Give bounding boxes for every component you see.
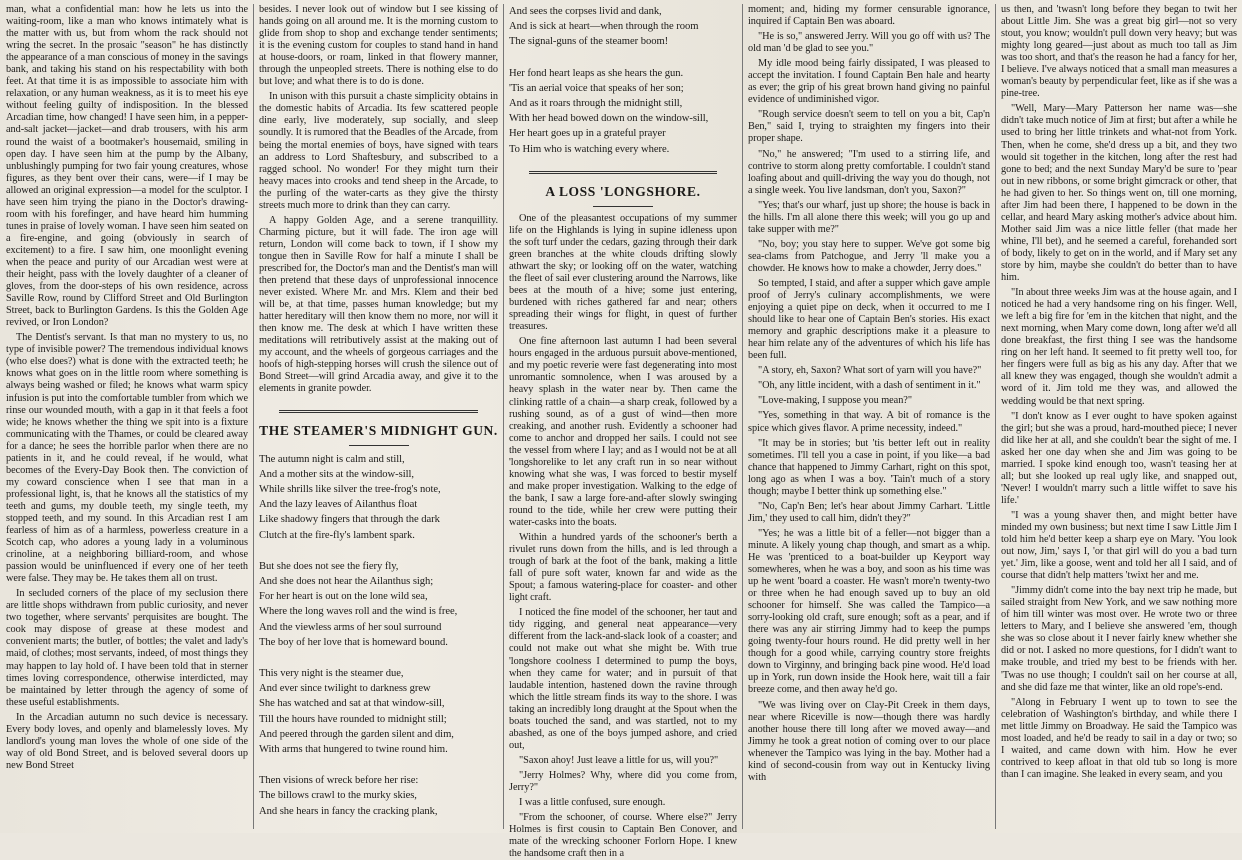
paragraph: "We was living over on Clay-Pit Creek in them days, near where Riceville is now—though there was hardly another house there till long after we moved away—and Jimmy he took a great notion of coming over to our place whenever the Tampico was lying in the bay. Mother had a kind of second-cousin from way out in Kentucky living with	[748, 699, 990, 783]
poem-line: While shrills like silver the tree-frog's note,	[259, 483, 441, 495]
paragraph: One fine afternoon last autumn I had been several hours engaged in the arduous pursuit above-mentioned, and my poetic reverie were fast degenerating into most unromantic somnolence, when I was aroused by a heavy splash in the water near by. Then came the clinking rattle of a chain—a sharp creak, followed by a rushing sound, as of a gust of wind—then more creaking, and another rush. Evidently a schooner had come to anchor and dropped her sails. I could not see the vessel from where I lay; and as I would not be at all 'longshorelike to let any craft run in so near without knowing what she was, I was forced to bestir myself and make proper investigation. Walking to the edge of the bank, I saw a large fore-and-after slowly swinging round to the tide, while her crew were putting their water-casks into the boats.	[509, 336, 737, 528]
poem-body	[259, 452, 498, 819]
paragraph: "No," he answered; "I'm used to a stirring life, and contrive to storm along pretty comfortable. I couldn't stand loafing about and quill-driving the way you do though, not a single week. You live landsman, don't you, Saxon?"	[748, 148, 990, 196]
paragraph: us then, and 'twasn't long before they began to twit her about Little Jim. She was a great big girl—not so very stout, you know; wouldn't pull down very heavy; but was mighty long geared—just about as much too tall as Jim was too short, and that's the reason he had a fancy for her, I believe. I've always noticed that a small man measures a woman's beauty by perpendicular feet, like as if she was a pine-tree.	[1001, 4, 1237, 100]
title-rule	[593, 206, 653, 207]
paragraph: "Yes, something in that way. A bit of romance is the spice which gives flavor. A prime necessity, indeed."	[748, 410, 990, 434]
paragraph: In secluded corners of the place of my seclusion there are little shops withdrawn from public curiosity, and never two together, where servants' perquisites are bought. The cook may dispose of grease at these modest and convenient marts; the butler, of bottles; the valet and lady's maid, of clothes; most servants, indeed, of most things they may happen to lay hold of. I have been told that in sterner times loving correspondence, otherwise interdicted, may be maintained by letter through the agency of some of these useful establishments.	[6, 588, 248, 708]
paragraph: So tempted, I staid, and after a supper which gave ample proof of Jerry's culinary accomplishments, we were enjoying a quiet pipe on deck, when it occurred to me I should like to hear one of Captain Ben's stories. His exact memory and graphic descriptions make it a pleasure to hear him relate any of the adventures of which his life has been full.	[748, 277, 990, 362]
paragraph: A happy Golden Age, and a serene tranquillity. Charming picture, but it will fade. The iron age will return, London will come back to town, if I show my tongue then in Saville Row for half a minute I shall be prescribed for, the Doctor's man and the Dentist's man will then pretend that these days of unprofessional innocence never existed. Where Mr. and Mrs. Klem and their bed will be, at that time, passes human knowledge; but my hatter hereditary will then know them no more, nor will it then know me. The desk at which I have written these meditations will retributively assist at the making out of my account, and the wheels of gorgeous carriages and the hoofs of high-stepping horses will crush the silence out of Bond Street—will grind Arcadia away, and give it to the elements in granite powder.	[259, 214, 498, 395]
poem-line: And is sick at heart—when through the room	[509, 21, 699, 33]
stanza	[259, 452, 498, 543]
paragraph: I was a little confused, sure enough.	[519, 797, 666, 809]
paragraph: "No, boy; you stay here to supper. We've got some big sea-clams from Patchogue, and Jerry 'll make you a chowder. He knows how to make a chowder, Jerry does."	[748, 238, 990, 274]
poem-line: And a mother sits at the window-sill,	[259, 468, 414, 480]
column-rule	[742, 4, 743, 829]
section-divider	[279, 410, 478, 413]
poem-line: With her head bowed down on the window-sill,	[509, 113, 709, 125]
paragraph: One of the pleasantest occupations of my summer life on the Highlands is lying in supine idleness upon the soft turf under the cedars, gazing through their dark green branches at the white clouds drifting slowly athwart the sky; or looking off on the water, watching the fleet of sail ever clustering around the Narrows, like bees at the mouth of a hive; some just entering, burdened with riches gathered far and near; others spreading their wings for flight, in quest of further treasures.	[509, 212, 737, 333]
paragraph: "Along in February I went up to town to see the celebration of Washington's birthday, and while there I met little Jimmy on Broadway. He said the Tampico was most loaded, and he'd be ready to sail in a day or two; so I waited, and came down with him. How he ever contrived to keep afloat in that old tub so long is more than I can imagine. She leaked in every seam, and you	[1001, 696, 1237, 780]
paragraph: "Oh, any little incident, with a dash of sentiment in it."	[758, 380, 981, 392]
poem-line: Like shadowy fingers that through the dark	[259, 514, 440, 526]
poem-continuation	[509, 4, 737, 157]
paragraph: besides. I never look out of window but I see kissing of hands going on all around me. It is the morning custom to glide from shop to shop and exchange tender sentiments; it is the evening custom for couples to stand hand in hand at house-doors, or roam, linked in that flowery manner, through the unpeopled streets. There is nothing else to do but love; and what there is to do is done.	[259, 4, 498, 88]
paragraph: "I don't know as I ever ought to have spoken against the girl; but she was a proud, hard-mouthed piece; I never did like her at all, and she couldn't bear the sight of me. I asked her one day when she and Jim was going to be married. I spoke kind enough too, wasn't teasing her at all; but she looked up real ugly like, and snapped out, 'Never! I wouldn't marry such a little wiffet to save his life.'	[1001, 410, 1237, 506]
poem-line: The billows crawl to the murky skies,	[259, 790, 417, 802]
paragraph: man, what a confidential man: how he lets us into the waiting-room, like a man who knows intimately what is the matter with us, but from whom the rack should not wring the secret. In the prosaic "season" he has distinctly the appearance of a man conscious of money in the savings bank, and taking his stand on his respectability with both feet. At that time it is as impossible to associate him with relaxation, or any human weakness, as it is to meet his eye without feeling guilty of indisposition. In the blessed Arcadian time, how changed! I have seen him, in a pepper-and-salt jacket—jacket—and drab trousers, with his arm round the waist of a bootmaker's housemaid, smiling in open day. I have seen him at the pump by the Albany, unblushingly pumping for two fair young creatures, whose figures, as they bent over their cans, were—if I may be allowed an original expression—a model for the sculptor. I have seen him trying the piano in the Doctor's drawing-room with his forefinger, and have heard him humming tunes in praise of lovely woman. I have seen him seated on a fire-engine, and going (obviously in search of excitement) to a fire. I saw him, one moonlight evening when the peace and purity of our Arcadian west were at their height, pass with the lovely daughter of a cleaner of gloves, from the door-steps of his own residence, across Saville Row, round by Clifford Street and Old Burlington Street, back to Burlington Gardens. Is this the Golden Age revived, or Iron London?	[6, 4, 248, 329]
poem-line: And she does not hear the Ailanthus sigh;	[259, 575, 434, 587]
column-4	[748, 4, 990, 831]
poem-line: And she hears in fancy the cracking plank,	[259, 805, 438, 817]
paragraph: "Saxon ahoy! Just leave a little for us, will you?"	[519, 754, 719, 766]
poem-line: Till the hours have rounded to midnight still;	[259, 713, 447, 725]
column-rule	[995, 4, 996, 829]
paragraph: moment; and, hiding my former censurable ignorance, inquired if Captain Ben was aboard.	[748, 4, 990, 28]
poem-line: With arms that hungered to twine round him.	[259, 743, 448, 755]
paragraph: "It may be in stories; but 'tis better left out in reality sometimes. I'll tell you a case in point, if you like—a bad chance that happened to Jimmy Carhart, right on this spot, long ago as when I was a boy. 'Tain't much of a story though; maybe I better think up something else."	[748, 437, 990, 497]
paragraph: "I was a young shaver then, and might better have minded my own business; but next time I saw Little Jim I told him he'd better keep a sharp eye on Mary. 'You look out now, Jim,' says I, 'or that girl will do you a bad turn yet.' Jim, like a goose, went and told her all I said, and of course that didn't help matters 'twixt her and me.	[1001, 509, 1237, 582]
poem-line: The autumn night is calm and still,	[259, 453, 405, 465]
column-rule	[253, 4, 254, 829]
paragraph: The Dentist's servant. Is that man no mystery to us, no type of invisible power? The tremendous individual knows (who else does?) what is done with the extracted teeth; he knows what goes on in the little room where something is always being washed or filed; he knows what warm spicy infusion is put into the comfortable tumbler from which we rinse our wounded mouth, with a gap in it that feels a foot wide; he knows whether the thing we spit into is a fixture communicating with the Thames, or could be cleared away for a dance; he sees the horrible parlor when there are no patients in it, and he could reveal, if he would, what becomes of the Every-Day Book then. The conviction of my coward conscience when I see that man in a professional light, is, that he knows all the statistics of my teeth and gums, my double teeth, my single teeth, my stopped teeth, and my sound. In this Arcadian rest I am fearless of him as of a harmless, powerless creature in a Scotch cap, who adores a young lady in a voluminous crinoline, at a neighboring billiard-room, and whose passion would be uninfluenced if every one of her teeth were false. They may be. He takes them all on trust.	[6, 332, 248, 585]
column-1	[6, 4, 248, 831]
poem-line: And as it roars through the midnight still,	[509, 98, 683, 110]
paragraph: "Well, Mary—Mary Patterson her name was—she didn't take much notice of Jim at first; but after a while he used to bring her little trinkets and what-not from York. Then, when he come, she'd dress up a bit, and they two would sit together in the kitchen, long after the rest had gone to bed; and the next Sunday Mary'd be sure to 'pear out in new ribbons, or some bright gimcrack or other, that he had given to her. So things went on, till one morning, after Jim had been there, I happened to be down in the cellar, and heard Mary asking mother's advice about him. Mother said Jim was a nice little feller (that made her whine, I'll bet), and he seemed a careful, forehanded sort of body, likely to get on in the world, and if Mary set any store by him, maybe she couldn't do better than to have him.	[1001, 103, 1237, 284]
paragraph: "In about three weeks Jim was at the house again, and I noticed he had a very handsome ring on his finger. Well, we left a big fire for 'em in the kitchen that night, and the next morning, when Mary come down, long after we'd all done breakfast, the first thing I see was the handsome ring on her left hand. It seemed to fit pretty well too, for her fingers were full as big as his any day. After that we all knew they was engaged, though she wouldn't admit a word of it. Jim told me they was, and allowed the wedding would be that next spring.	[1001, 287, 1237, 407]
poem-line: To Him who is watching every where.	[509, 143, 670, 155]
paragraph: "Rough service doesn't seem to tell on you a bit, Cap'n Ben," said I, trying to straighten my fingers into their proper shape.	[748, 109, 990, 145]
poem-line: She has watched and sat at that window-sill,	[259, 698, 445, 710]
poem-line: For her heart is out on the lone wild sea,	[259, 591, 428, 603]
column-2	[259, 4, 498, 831]
poem-line: And peered through the garden silent and dim,	[259, 728, 454, 740]
poem-line: Her heart goes up in a grateful prayer	[509, 128, 666, 140]
poem-line: Clutch at the fire-fly's lambent spark.	[259, 529, 415, 541]
poem-line: This very night is the steamer due,	[259, 667, 404, 679]
stanza	[259, 559, 498, 650]
paragraph: "No, Cap'n Ben; let's hear about Jimmy Carhart. 'Little Jim,' they used to call him, didn't they?"	[748, 500, 990, 524]
arcadia-continuation	[259, 4, 498, 396]
column-3	[509, 4, 737, 860]
poem-line: And ever since twilight to darkness grew	[259, 683, 431, 695]
paragraph: "Jerry Holmes? Why, where did you come from, Jerry?"	[509, 769, 737, 793]
title-rule	[349, 445, 409, 446]
paragraph: "Jimmy didn't come into the bay next trip he made, but sailed straight from New York, and we saw nothing more of him till winter was most over. He wrote two or three letters to Mary, and I believe she answered 'em, though she was so close about it I never fairly knew whether she did or not. I asked no more questions, for I didn't want to make trouble, and tried my best to be friends with her. 'Twas no use though; I couldn't sail on her course at all, and she did faze me that winter, like an old rope's-end.	[1001, 585, 1237, 693]
column-rule	[503, 4, 504, 829]
paragraph: Within a hundred yards of the schooner's berth a rivulet runs down from the hills, and is led through a trough of bark at the foot of the bank, making a little fall of pure soft water, known far and wide as the Spout; a famous watering-place for coaster- and other light craft.	[509, 532, 737, 604]
paragraph: "Yes; that's our wharf, just up shore; the house is back in the hills. I'm all alone there this week; will you go up and take supper with me?"	[748, 199, 990, 235]
poem-line: Where the long waves roll and the wind is free,	[259, 606, 458, 618]
column-5	[1001, 4, 1237, 831]
story-text	[509, 213, 737, 860]
paragraph: "Love-making, I suppose you mean?"	[758, 395, 912, 407]
paragraph: "A story, eh, Saxon? What sort of yarn will you have?"	[758, 365, 982, 377]
stanza	[259, 773, 498, 819]
story-title: A LOSS 'LONGSHORE.	[545, 183, 701, 199]
poem-line: 'Tis an aerial voice that speaks of her son;	[509, 82, 684, 94]
paragraph: "He is so," answered Jerry. Will you go off with us? The old man 'd be glad to see you."	[748, 31, 990, 55]
poem-title: THE STEAMER'S MIDNIGHT GUN.	[259, 422, 498, 438]
poem-line: And the lazy leaves of Ailanthus float	[259, 499, 418, 511]
poem-line: The boy of her love that is homeward bound.	[259, 636, 448, 648]
paragraph: My idle mood being fairly dissipated, I was pleased to accept the invitation. I found Captain Ben hale and hearty as ever; the grip of his great brown hand giving no painful evidence of undiminished vigor.	[748, 58, 990, 106]
poem-line: Her fond heart leaps as she hears the gun.	[509, 67, 684, 79]
stanza	[509, 4, 737, 50]
paragraph: "Yes; he was a little bit of a feller—not bigger than a minute. A likely young chap though, and smart as a whip. He was 'prenticed to a boat-builder up Keyport way somewheres, when he was a boy, and soon as his time was up he went 'board a coaster. He wasn't more'n twenty-two or three when he had enough saved up to buy an old schooner for himself. She was called the Tampico—a sorry-looking old craft, sure enough; soft as a pear, and if there was any air stirring Jimmy had to keep the pumps going twenty-four hours round. He did pretty well in her though for a good while, carrying country store freights down to Virginny, and bringing back pine wood. He'd load up in York, run down inside the Hook here, wait till a fair breeze come, and then away he'd go.	[748, 527, 990, 696]
poem-line: Then visions of wreck before her rise:	[259, 775, 419, 787]
poem-line: And sees the corpses livid and dank,	[509, 6, 662, 17]
stanza	[509, 66, 737, 157]
poem-line: And the viewless arms of her soul surround	[259, 621, 442, 633]
poem-line: The signal-guns of the steamer boom!	[509, 36, 669, 48]
paragraph: In the Arcadian autumn no such device is necessary. Every body loves, and openly and blamelessly loves. My landlord's young man loves the whole of one side of the way of old Bond Street, and is beloved several doors up new Bond Street	[6, 711, 248, 771]
section-divider	[529, 171, 717, 174]
paragraph: "From the schooner, of course. Where else?" Jerry Holmes is first cousin to Captain Ben Conover, and mate of the wrecking schooner Forlorn Hope. I knew the handsome craft then in a	[509, 812, 737, 860]
stanza	[259, 666, 498, 757]
paragraph: I noticed the fine model of the schooner, her taut and tidy rigging, and general neat appearance—very different from the lack-and-slack look of a coaster; and could not make out what she might be. With true 'longshore coolness I determined to pump the boys, when they came for water; and in pursuit of that laudable intention, hastened down the ravine through which the little stream finds its way to the shore. I was taking an incredibly long draught at the Spout when the boats touched the sand, and was startled, not to my abashed, as one of the boys jumped ashore, and cried out,	[509, 607, 737, 751]
poem-line: But she does not see the fiery fly,	[259, 560, 399, 572]
paragraph: In unison with this pursuit a chaste simplicity obtains in the domestic habits of Arcadia. Its few scattered people dine early, live moderately, sup socially, and sleep soundly. It is rumored that the Beadles of the Arcade, from being the mortal enemies of boys, have signed with tears an address to Lord Shaftesbury, and subscribed to a ragged school. No wonder! For they might turn their heavy maces into crooks and tend sheep in the Arcade, to the purling of the water-carts as they give the thirsty streets much more to drink than they can carry.	[259, 91, 498, 211]
